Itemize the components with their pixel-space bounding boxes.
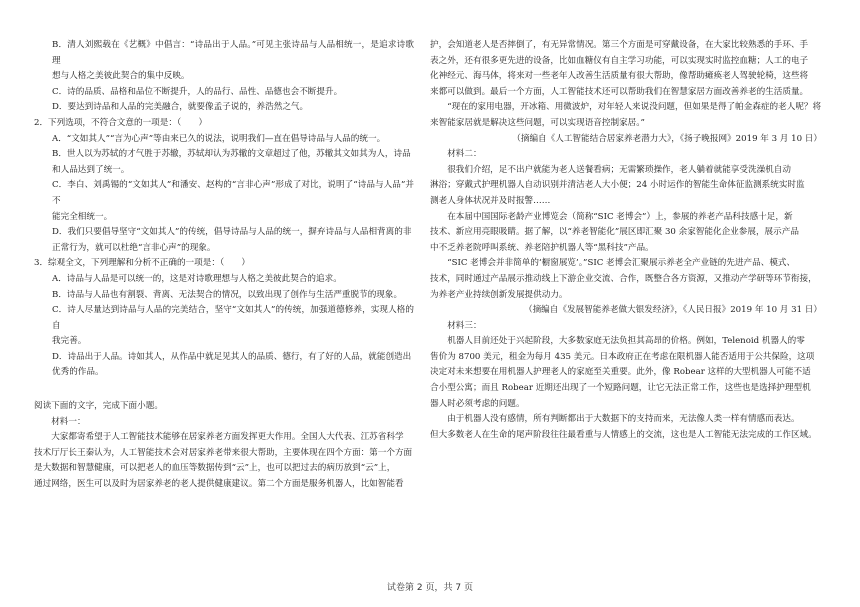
page-footer: 试卷第 2 页，共 7 页 [387,583,473,593]
q3-option-b: B．诗品与人品也有割裂、背离、无法契合的情况，以致出现了创作与生活严重脱节的现象。 [52,289,403,300]
material1-line: 大家都寄希望于人工智能技术能够在居家养老方面发挥更大作用。全国人大代表、江苏省科学 [51,432,404,443]
q1-option-b: B．清人刘熙载在《艺概》中倡言：“诗品出于人品。”可见主张诗品与人品相统一，是追求诗歌理 [52,40,414,66]
q3-option-a: A．诗品与人品是可以统一的，这是对诗歌理想与人格之美彼此契合的追求。 [52,273,342,284]
material2-line: 为养老产业持续创新发展提供动力。 [430,289,568,300]
material3-line: 售价为 8700 美元，租金为每月 435 美元。日本政府正在考虑在限机器人能否适用于公共保险，这项 [430,351,815,362]
material1-cont-line: 化神经元、海马体，将来对一些老年人改善生活质量有很大帮助，像帮助瘫痪老人驾驶轮椅，这些将 [430,71,809,82]
material2-line: 很我们介绍，足不出户就能为老人送餐看病；无需繁琐操作，老人躺着就能享受洗澡机自动 [447,164,791,175]
material1-cont-line: 来都可以做到。最后一个方面，人工智能技术还可以帮助我们在智慧家居方面改善养老的生活质量。 [430,86,809,97]
q3-option-d-cont: 优秀的作品。 [52,367,104,378]
q2-option-b: B．世人以为苏轼的才气胜于苏辙，苏轼却认为苏辙的文章超过了他，苏辙其文如其为人，诗品 [52,149,411,160]
material3-line: 但大多数老人在生命的尾声阶段往往最看重与人情感上的交流，这也是人工智能无法完成的工作区域。 [430,429,817,440]
material3-line: 决定对未来想要在用机器人护理老人的家庭至关重要。此外，像 Robear 这样的大型机器人可能不适 [430,367,811,378]
material3-line: 由于机器人没有感情，所有判断都出于大数据下的支持而来，无法像人类一样有情感而表达。 [447,414,800,425]
material1-label: 材料一： [51,416,86,427]
q2-option-d-cont: 正常行为，就可以杜绝“言非心声”的现象。 [52,242,216,253]
material2-line: 淋浴；穿戴式护理机器人自动识别并清洁老人大小便；24 小时运作的智能生命体征监测系统实时监 [430,180,805,191]
material3-line: 合小型公寓；而且 Robear 近期还出现了一个短路问题，让它无法正常工作，这些也是选择护理型机 [430,383,811,394]
material2-line: “SIC 老博会并非简单的‘橱窗展览’。”SIC 老博会汇聚展示养老全产业链的先进产品、模式、 [447,258,796,269]
q3-option-d: D．诗品出于人品。诗如其人，从作品中就足见其人的品质、德行，有了好的人品，就能创造出 [52,351,412,362]
material2-line: 技术、新应用亮眼吸睛。据了解，以“养老智能化”展区即汇聚 30 余家智能化企业参展，展示产品 [430,227,799,238]
q1-option-d: D．要达到诗品和人品的完美融合，就要像孟子说的，养浩然之气。 [52,102,309,113]
material2-line: 测老人身体状况并及时报警…… [430,195,551,206]
q1-option-c: C．诗的品质、品格和品位不断提升，人的品行、品性、品德也会不断提升。 [52,86,343,97]
material2-label: 材料二： [447,149,482,160]
source-citation-1: （摘编自《人工智能结合居家养老潜力大》，《扬子晚报网》2019 年 3 月 10 日） [512,133,822,144]
right-column [430,38,828,443]
material1-line: 是大数据和智慧健康，可以把老人的血压等数据传到“云”上，也可以把过去的病历放到“云”上， [34,463,396,474]
reading-instruction: 阅读下面的文字，完成下面小题。 [34,401,163,412]
material2-line: 中不乏养老院呼叫系统、养老陪护机器人等“黑科技”产品。 [430,242,654,253]
material2-line: 技术，同时通过产品展示推动线上下游企业交流、合作，既整合各方资源，又推动产学研等环节衔接， [430,273,817,284]
material1-line: 技术厅厅长王秦认为，人工智能技术会对居家养老带来很大帮助，主要体现在四个方面：第一个方面 [34,447,413,458]
material1-line: 通过网络，医生可以及时为居家养老的老人提供健康建议。第二个方面是服务机器人，比如智能看 [34,479,404,490]
material1-cont-line: 来智能家居就是解决这些问题，可以实现语音控制家居。” [430,117,645,128]
material1-cont-line: 表之外，还有很多更先进的设备，比如血糖仪有自主学习功能，可以实现实时监控血糖；人工的电子 [430,55,809,66]
material1-cont-line: “现在的家用电器，开冰箱、用微波炉，对年轻人来说没问题，但如果是得了帕金森症的老人呢？将 [447,102,822,113]
left-column [34,38,414,493]
material2-line: 在本届中国国际老龄产业博览会（简称“SIC 老博会”）上，参展的养老产品科技感十足，新 [447,211,793,222]
q2-option-b-cont: 和人品达到了统一。 [52,164,130,175]
source-citation-2: （摘编自《发展智能养老做大银发经济》，《人民日报》2019 年 10 月 31 日） [523,305,822,316]
spacer [34,381,414,399]
material3-label: 材料三： [447,320,482,331]
material3-line: 器人时必须考虑的问题。 [430,398,525,409]
q2-option-c: C．李白、刘禹锡的“文如其人”和潘安、赵构的“言非心声”形成了对比，说明了“诗品与人品”并不 [52,180,414,206]
q2-stem: 2．下列选项，不符合文意的一项是：（ ） [34,117,208,128]
q2-option-c-cont: 能完全相统一。 [52,211,113,222]
material3-line: 机器人目前还处于兴起阶段，大多数家庭无法负担其高昂的价格。例如，Telenoid 机器人的零 [447,336,805,347]
q3-option-c: C．诗人尽量达到诗品与人品的完美结合，坚守“文如其人”的传统，加强道德修养，实现人格的自 [52,305,414,331]
material1-cont-line: 护，会知道老人是否摔倒了，有无异常情况。第三个方面是可穿戴设备，在大家比较熟悉的手环、手 [430,40,809,50]
q1-option-b-cont: 想与人格之美彼此契合的集中反映。 [52,71,190,82]
q3-option-c-cont: 我完善。 [52,336,87,347]
q3-stem: 3．综观全文，下列理解和分析不正确的一项是：（ ） [34,258,251,269]
q2-option-d: D．我们只要倡导坚守“文如其人”的传统，倡导诗品与人品的统一，摒弃诗品与人品相背离的非 [52,227,412,238]
q2-option-a: A．“文如其人”“言为心声”等由来已久的说法，说明我们—直在倡导诗品与人品的统一。 [52,133,386,144]
